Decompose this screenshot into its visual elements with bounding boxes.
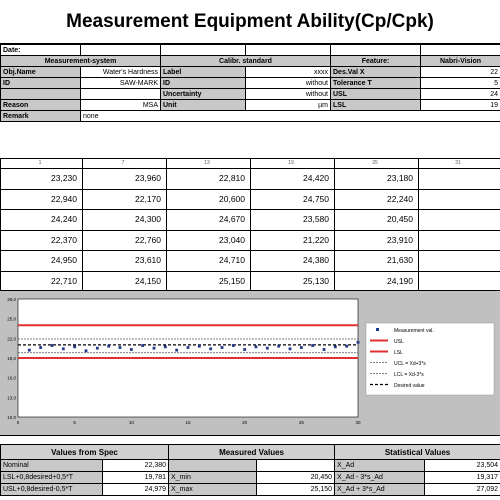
data-cell[interactable]: 21,220 bbox=[251, 230, 335, 251]
date-value[interactable] bbox=[81, 45, 161, 56]
y-tick-label: 10,0 bbox=[7, 415, 16, 420]
x-tick-label: 25 bbox=[298, 420, 304, 425]
data-point bbox=[119, 346, 122, 349]
data-point bbox=[243, 348, 246, 351]
data-point bbox=[73, 345, 76, 348]
data-cell[interactable] bbox=[419, 271, 500, 292]
data-point bbox=[164, 345, 167, 348]
x-tick-label: 15 bbox=[185, 420, 191, 425]
data-cell[interactable] bbox=[419, 230, 500, 251]
data-point bbox=[334, 345, 337, 348]
legend-marker bbox=[376, 328, 379, 331]
stat-value: 23,504 bbox=[425, 460, 500, 472]
data-cell[interactable]: 22,170 bbox=[83, 189, 167, 210]
legend-label: UCL = Xd+3*s bbox=[394, 361, 426, 367]
data-point bbox=[85, 349, 88, 352]
remark-label: Remark bbox=[1, 111, 81, 122]
table-row bbox=[1, 251, 500, 272]
info-label: LSL bbox=[331, 100, 421, 111]
stat-value: 22,380 bbox=[103, 460, 169, 472]
data-cell[interactable]: 23,580 bbox=[251, 210, 335, 231]
data-point bbox=[323, 348, 326, 351]
nabri-header: Nabri-Vision bbox=[421, 56, 500, 67]
data-cell[interactable]: 23,230 bbox=[1, 169, 83, 190]
data-cell[interactable]: 25,130 bbox=[251, 271, 335, 292]
col-header: 13 bbox=[167, 159, 251, 169]
info-value[interactable]: 24 bbox=[421, 89, 500, 100]
table-row bbox=[1, 230, 500, 251]
data-cell[interactable]: 22,810 bbox=[167, 169, 251, 190]
info-label: Des.Val X bbox=[331, 67, 421, 78]
info-label: Obj.Name bbox=[1, 67, 81, 78]
data-cell[interactable]: 24,190 bbox=[335, 271, 419, 292]
info-value[interactable]: xxxx bbox=[246, 67, 331, 78]
control-chart-panel bbox=[0, 290, 500, 436]
data-cell[interactable]: 24,150 bbox=[83, 271, 167, 292]
feature-header: Feature: bbox=[331, 56, 421, 67]
data-point bbox=[357, 341, 360, 344]
legend-label: Desired value bbox=[394, 383, 425, 389]
stat-label: USL+0,8desired-0,5*T bbox=[1, 484, 103, 496]
data-point bbox=[221, 346, 224, 349]
stat-value: 20,450 bbox=[257, 472, 335, 484]
info-table bbox=[0, 44, 500, 122]
table-row bbox=[1, 271, 500, 292]
info-label: Reason bbox=[1, 100, 81, 111]
data-point bbox=[345, 345, 348, 348]
data-cell[interactable]: 24,300 bbox=[83, 210, 167, 231]
table-row bbox=[1, 472, 500, 484]
data-point bbox=[153, 347, 156, 350]
stat-value: 27,092 bbox=[425, 484, 500, 496]
col-header: 25 bbox=[335, 159, 419, 169]
y-tick-label: 28,0 bbox=[7, 297, 16, 302]
info-value[interactable]: without bbox=[246, 89, 331, 100]
info-label: Label bbox=[161, 67, 246, 78]
stat-label: Nominal bbox=[1, 460, 103, 472]
info-label: ID bbox=[1, 78, 81, 89]
data-cell[interactable]: 24,240 bbox=[1, 210, 83, 231]
stat-label: X_Ad + 3*s_Ad bbox=[335, 484, 425, 496]
col-header: 19 bbox=[251, 159, 335, 169]
data-point bbox=[300, 346, 303, 349]
data-point bbox=[96, 347, 99, 350]
info-value[interactable]: without bbox=[246, 78, 331, 89]
data-cell[interactable]: 22,370 bbox=[1, 230, 83, 251]
data-point bbox=[277, 345, 280, 348]
data-cell[interactable]: 22,240 bbox=[335, 189, 419, 210]
info-value[interactable] bbox=[81, 89, 161, 100]
data-cell[interactable]: 20,600 bbox=[167, 189, 251, 210]
info-value[interactable]: 19 bbox=[421, 100, 500, 111]
date-label: Date: bbox=[1, 45, 81, 56]
data-point bbox=[28, 349, 31, 352]
stat-label: X_Ad bbox=[335, 460, 425, 472]
data-point bbox=[232, 344, 235, 347]
data-point bbox=[187, 346, 190, 349]
col-header: 31 bbox=[419, 159, 500, 169]
stat-value: 24,979 bbox=[103, 484, 169, 496]
y-tick-label: 16,0 bbox=[7, 375, 16, 381]
col-header: 7 bbox=[83, 159, 167, 169]
table-row bbox=[1, 484, 500, 496]
data-cell[interactable] bbox=[419, 251, 500, 272]
data-point bbox=[311, 344, 314, 347]
table-row bbox=[1, 169, 500, 190]
info-label: Unit bbox=[161, 100, 246, 111]
data-point bbox=[62, 347, 65, 350]
statistics-table bbox=[0, 444, 500, 496]
stat-label: LSL+0,8desired+0,5*T bbox=[1, 472, 103, 484]
stat-value: 25,150 bbox=[257, 484, 335, 496]
y-tick-label: 22,0 bbox=[7, 336, 16, 342]
data-cell[interactable]: 24,710 bbox=[167, 251, 251, 272]
stat-label: X_min bbox=[169, 472, 257, 484]
measurement-system-header: Measurement-system bbox=[1, 56, 161, 67]
calibr-standard-header: Calibr. standard bbox=[161, 56, 331, 67]
data-point bbox=[209, 347, 212, 350]
data-cell[interactable]: 23,610 bbox=[83, 251, 167, 272]
legend-label: Measurement val. bbox=[394, 328, 434, 334]
data-point bbox=[130, 348, 133, 351]
stat-value: 19,781 bbox=[103, 472, 169, 484]
data-cell[interactable]: 22,710 bbox=[1, 271, 83, 292]
info-value[interactable]: SAW-MARK bbox=[81, 78, 161, 89]
data-point bbox=[175, 349, 178, 352]
legend-label: USL bbox=[394, 339, 404, 345]
legend-label: LSL bbox=[394, 350, 403, 356]
info-value[interactable]: 22 bbox=[421, 67, 500, 78]
info-value[interactable]: MSA bbox=[81, 100, 161, 111]
data-cell[interactable]: 20,450 bbox=[335, 210, 419, 231]
data-point bbox=[107, 345, 110, 348]
x-tick-label: 30 bbox=[355, 420, 361, 425]
control-chart bbox=[0, 291, 500, 437]
data-point bbox=[266, 347, 269, 350]
stat-label: X_Ad - 3*s_Ad bbox=[335, 472, 425, 484]
data-point bbox=[289, 347, 292, 350]
data-cell[interactable] bbox=[419, 169, 500, 190]
table-row bbox=[1, 460, 500, 472]
data-cell[interactable]: 22,760 bbox=[83, 230, 167, 251]
data-point bbox=[51, 344, 54, 347]
col-header: 1 bbox=[1, 159, 83, 169]
data-cell[interactable]: 23,910 bbox=[335, 230, 419, 251]
values-from-spec-header: Values from Spec bbox=[1, 445, 169, 460]
data-cell[interactable]: 24,950 bbox=[1, 251, 83, 272]
stat-value bbox=[257, 460, 335, 472]
info-label: Tolerance T bbox=[331, 78, 421, 89]
table-row bbox=[1, 210, 500, 231]
table-row bbox=[1, 189, 500, 210]
y-tick-label: 13,0 bbox=[7, 395, 16, 401]
data-cell[interactable]: 24,670 bbox=[167, 210, 251, 231]
data-cell[interactable]: 24,380 bbox=[251, 251, 335, 272]
data-cell[interactable]: 23,180 bbox=[335, 169, 419, 190]
legend-label: LCL = Xd-3*s bbox=[394, 372, 424, 378]
x-tick-label: 5 bbox=[73, 420, 76, 425]
data-cell[interactable] bbox=[419, 189, 500, 210]
stat-label: X_max bbox=[169, 484, 257, 496]
data-cell[interactable]: 21,630 bbox=[335, 251, 419, 272]
data-point bbox=[198, 345, 201, 348]
stat-label bbox=[169, 460, 257, 472]
info-label: Uncertainty bbox=[161, 89, 246, 100]
x-tick-label: 20 bbox=[242, 420, 248, 425]
y-tick-label: 19,0 bbox=[7, 356, 16, 361]
data-cell[interactable]: 25,150 bbox=[167, 271, 251, 292]
info-value[interactable]: µm bbox=[246, 100, 331, 111]
data-cell[interactable]: 24,420 bbox=[251, 169, 335, 190]
data-cell[interactable]: 24,750 bbox=[251, 189, 335, 210]
page-title: Measurement Equipment Ability(Cp/Cpk) bbox=[0, 0, 500, 44]
data-cell[interactable] bbox=[419, 210, 500, 231]
stat-value: 19,317 bbox=[425, 472, 500, 484]
y-tick-label: 25,0 bbox=[7, 316, 16, 322]
remark-value[interactable]: none bbox=[81, 111, 500, 122]
x-tick-label: 10 bbox=[128, 420, 134, 425]
x-tick-label: 0 bbox=[16, 420, 20, 425]
data-point bbox=[39, 346, 42, 349]
data-cell[interactable]: 22,940 bbox=[1, 189, 83, 210]
data-point bbox=[255, 345, 258, 348]
data-cell[interactable]: 23,040 bbox=[167, 230, 251, 251]
info-label bbox=[1, 89, 81, 100]
statistical-values-header: Statistical Values bbox=[335, 445, 500, 460]
info-label: ID bbox=[161, 78, 246, 89]
info-label: USL bbox=[331, 89, 421, 100]
data-cell[interactable]: 23,960 bbox=[83, 169, 167, 190]
info-value[interactable]: 5 bbox=[421, 78, 500, 89]
measured-values-header: Measured Values bbox=[169, 445, 335, 460]
measurement-data-table bbox=[0, 158, 500, 292]
info-value[interactable]: Water's Hardness bbox=[81, 67, 161, 78]
data-point bbox=[141, 344, 144, 347]
